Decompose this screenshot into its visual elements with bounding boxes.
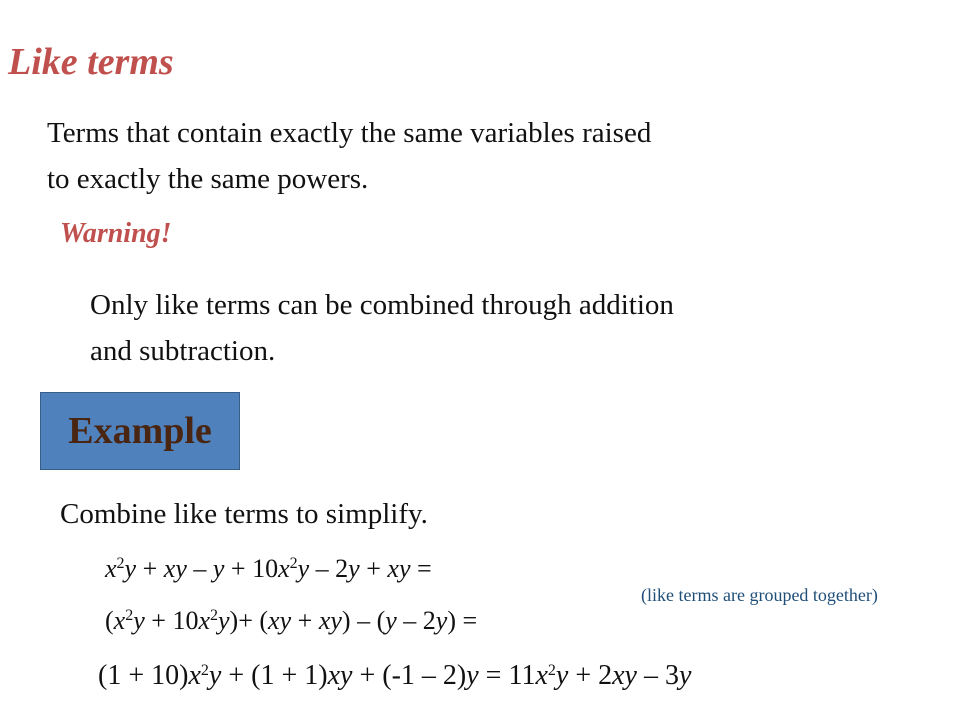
equation-line-1: $x^2y$ + xy – $y + 10x^2y - 2y$ + xy =: [105, 554, 432, 583]
equation-line-3: $(1 + 10)x^2y + (1 + 1)xy + (-1 - 2)y = 11x^2y + 2xy - 3y$: [98, 660, 692, 691]
definition-text: [47, 110, 651, 202]
warning-text: [90, 282, 674, 374]
example-label: Example: [68, 410, 212, 452]
example-instruction: Combine like terms to simplify.: [60, 498, 428, 530]
definition-line-1: Terms that contain exactly the same variables raised: [47, 117, 652, 149]
page-title: Like terms: [8, 41, 174, 83]
example-box: [40, 392, 240, 470]
equation-line-2: $(x^2y + 10x^2y)+ (xy + xy) - (y - 2y)$ =: [105, 606, 478, 635]
definition-line-2: to exactly the same powers.: [47, 163, 369, 195]
warning-line-1: Only like terms can be combined through addition: [90, 289, 674, 321]
grouping-note: (like terms are grouped together): [641, 585, 878, 605]
warning-label: Warning!: [60, 218, 172, 249]
warning-line-2: and subtraction.: [90, 335, 276, 367]
